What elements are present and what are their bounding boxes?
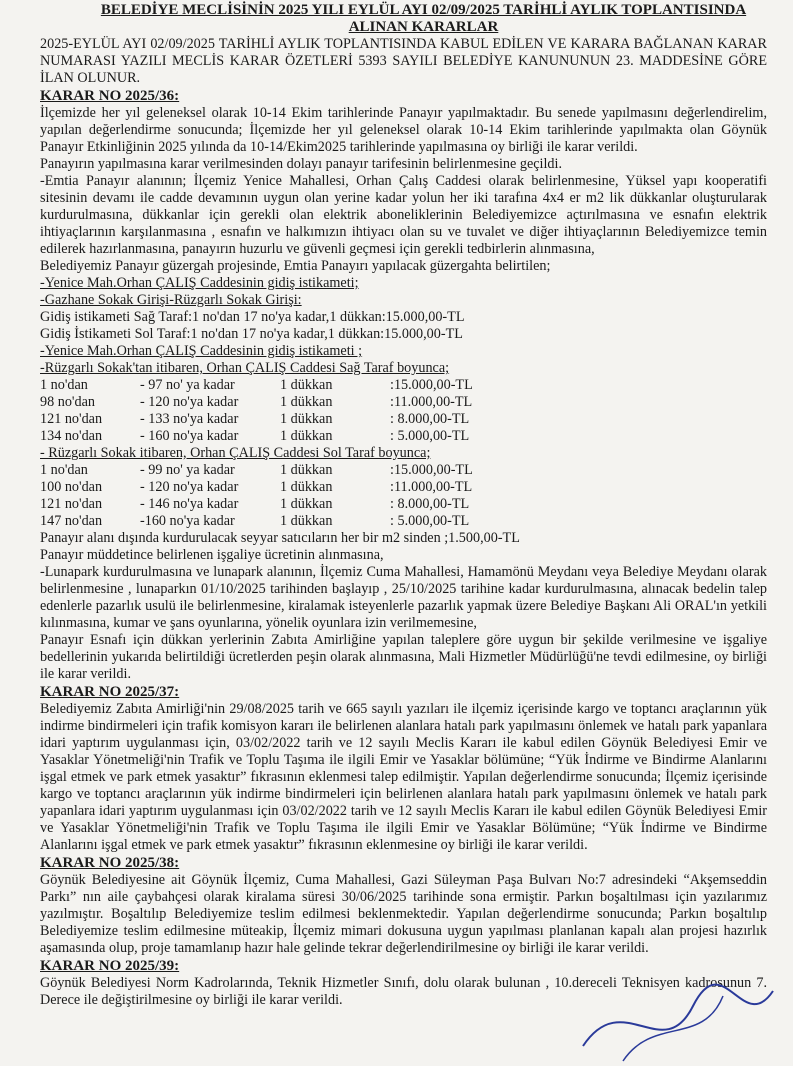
route-subheading: - Rüzgarlı Sokak itibaren, Orhan ÇALIŞ Caddesi Sol Taraf boyunca; — [40, 445, 431, 461]
decision-36-paragraph: Belediyemiz Panayır güzergah projesinde, Emtia Panayırı yapılacak güzergahta belirtilen; — [40, 258, 551, 274]
tariff-table-left — [40, 462, 767, 530]
tariff-price: :11.000,00-TL — [390, 479, 473, 495]
intro-paragraph: 2025-EYLÜL AYI 02/09/2025 TARİHLİ AYLIK TOPLANTISINDA KABUL EDİLEN VE KARARA BAĞLANAN KARAR NUMARASI YAZILI MECLİS KARAR ÖZETLERİ 5393 SAYILI BELEDİYE KANUNUNUN 23. MADDESİNE GÖRE İLAN OLUNUR. — [40, 36, 767, 86]
tariff-to: - 97 no' ya kadar — [140, 377, 235, 393]
decision-36-paragraph: Panayırın yapılmasına karar verilmesinden dolayı panayır tarifesinin belirlenmesine geçildi. — [40, 156, 563, 172]
tariff-price: : 5.000,00-TL — [390, 428, 470, 444]
route-subheading: -Yenice Mah.Orhan ÇALIŞ Caddesinin gidiş istikameti; — [40, 275, 359, 291]
tariff-unit: 1 dükkan — [280, 513, 333, 529]
tariff-price: : 8.000,00-TL — [390, 496, 470, 512]
tariff-row — [40, 496, 767, 513]
decision-38-paragraph: Göynük Belediyesine ait Göynük İlçemiz, Cuma Mahallesi, Gazi Süleyman Paşa Bulvarı No:7 adresindeki “Akşemseddin Parkı” nın aile çaybahçesi olarak kiralama süresi 30/06/2025 tarihinde sona ermiştir. Parkın boşaltılması için yazılarımız yazılmıştır. Boşaltılıp Belediyemize teslim edilmesi beklenmektedir. Yapılan değerlendirme sonucunda; Parkın boşaltılıp Belediyemize teslim edilmesine müteakip, İlçemiz mimari dokusuna uygun yapılması planlanan kapalı alan projesi hazırlık aşamasında olup, proje tamamlanıp hazır hale gelinde tekrar değerlendirilmesine oy birliği ile karar verildi. — [40, 872, 767, 956]
tariff-to: -160 no'ya kadar — [140, 513, 235, 529]
tariff-from: 1 no'dan — [40, 377, 88, 393]
tariff-line: Gidiş İstikameti Sol Taraf:1 no'dan 17 no'ya kadar,1 dükkan:15.000,00-TL — [40, 326, 463, 342]
tariff-row — [40, 462, 767, 479]
tariff-from: 121 no'dan — [40, 496, 103, 512]
tariff-to: - 146 no'ya kadar — [140, 496, 239, 512]
document-title: BELEDİYE MECLİSİNİN 2025 YILI EYLÜL AYI 02/09/2025 TARİHLİ AYLIK TOPLANTISINDA ALINAN KARARLAR — [100, 2, 747, 35]
tariff-unit: 1 dükkan — [280, 496, 333, 512]
decision-36-paragraph: -Emtia Panayır alanının; İlçemiz Yenice Mahallesi, Orhan Çalış Caddesi olarak belirlenmesine, Yüksel yapı kooperatifi sitesinin devamı ile cadde devamının uygun olan yerine kadar yolun her iki tarafına 4x4 er m2 lik dükkanlar oluşturularak kurdurulmasına, dükkanlar için gerekli olan elektrik aboneliklerinin Belediyemizce açtırılmasına ve esnafın elektrik ihtiyaçlarının karşılanmasına , esnafın ve halkımızın ihtiyacı olan su ve tuvalet ve diğer ihtiyaçlarının Belediyemizce temin edilerek hazırlanmasına, panayırın huzurlu ve güvenli geçmesi için gerekli tedbirlerin alınmasına, — [40, 173, 767, 257]
tariff-to: - 99 no' ya kadar — [140, 462, 235, 478]
decision-heading-39: KARAR NO 2025/39: — [40, 958, 180, 974]
tariff-price: :15.000,00-TL — [390, 377, 473, 393]
tariff-row — [40, 394, 767, 411]
tariff-price: :15.000,00-TL — [390, 462, 473, 478]
tariff-to: - 160 no'ya kadar — [140, 428, 239, 444]
decision-36-paragraph: Panayır Esnafı için dükkan yerlerinin Zabıta Amirliğine yapılan taleplere göre uygun bir şekilde verilmesine ve işgaliye bedellerinin yukarıda belirtildiği ücretlerden peşin olarak alınmasına, Mali Hizmetler Müdürlüğü'ne tevdi edilmesine, oy birliği ile karar verildi. — [40, 632, 767, 682]
tariff-row — [40, 513, 767, 530]
tariff-price: : 8.000,00-TL — [390, 411, 470, 427]
tariff-from: 121 no'dan — [40, 411, 103, 427]
tariff-table-right — [40, 377, 767, 445]
tariff-unit: 1 dükkan — [280, 377, 333, 393]
route-subheading: -Gazhane Sokak Girişi-Rüzgarlı Sokak Girişi: — [40, 292, 302, 308]
tariff-price: :11.000,00-TL — [390, 394, 473, 410]
tariff-from: 134 no'dan — [40, 428, 103, 444]
decision-39-paragraph: Göynük Belediyesi Norm Kadrolarında, Teknik Hizmetler Sınıfı, dolu olarak bulunan , 10.dereceli Teknisyen kadrosunun 7. Derece ile değiştirilmesine oy birliği ile karar verildi. — [40, 975, 767, 1008]
decision-heading-38: KARAR NO 2025/38: — [40, 855, 180, 871]
decision-37-paragraph: Belediyemiz Zabıta Amirliği'nin 29/08/2025 tarih ve 665 sayılı yazıları ile ilçemiz içerisinde kargo ve toptancı araçlarının yük indirme bindirmeleri için trafik komisyon kararı ile belirlenen alanlara hatalı park yapılmasını önlemek ve hatalı park yapanlara idari yaptırım uygulanması için, 03/02/2022 tarih ve 12 sayılı Meclis Kararı ile kabul edilen Göynük Belediyesi Emir ve Yasaklar Yönetmeliği'nin Trafik ve Toplu Taşıma ile ilgili Emir ve Yasaklar bölümüne; “Yük İndirme ve Bindirme Alanlarını işgal etmek ve park etmek yasaktır” fıkrasının eklenmesi talep edilmiştir. Yapılan değerlendirme sonucunda; İlçemiz içerisinde kargo ve toptancı araçlarının yük indirme bindirmeleri için belirlenen alanlara hatalı park yapılmasını önlemek ve hatalı park yapanlara idari yaptırım uygulanması için 03/02/2022 tarih ve 12 sayılı Meclis Kararı ile kabul edilen Göynük Belediyesi Emir ve Yasaklar Yönetmeliği'nin Trafik ve Toplu Taşıma ile ilgili Emir ve Yasaklar Bölümüne; “Yük İndirme ve Bindirme Alanlarını işgal etmek ve park etmek yasaktır” fıkrasının eklenmesine oy birliği ile karar verildi. — [40, 701, 767, 853]
route-subheading: -Yenice Mah.Orhan ÇALIŞ Caddesinin gidiş istikameti ; — [40, 343, 363, 359]
tariff-row — [40, 479, 767, 496]
tariff-unit: 1 dükkan — [280, 394, 333, 410]
decision-heading-37: KARAR NO 2025/37: — [40, 684, 180, 700]
tariff-unit: 1 dükkan — [280, 428, 333, 444]
decision-heading-36: KARAR NO 2025/36: — [40, 88, 180, 104]
route-subheading: -Rüzgarlı Sokak'tan itibaren, Orhan ÇALIŞ Caddesi Sağ Taraf boyunca; — [40, 360, 450, 376]
tariff-to: - 120 no'ya kadar — [140, 394, 239, 410]
decision-36-paragraph: -Lunapark kurdurulmasına ve lunapark alanının, İlçemiz Cuma Mahallesi, Hamamönü Meydanı veya Belediye Meydanı olarak belirlenmesine , lunaparkın 01/10/2025 tarihinden başlayıp , 25/10/2025 tarihine kadar kurdurulmasına, alınacak bedelin talep edenlerle pazarlık usulü ile belirlenmesine, kiralamak isteyenlerle pazarlık yapmak üzere Belediye Başkanı Ali ORAL'ın yetkili kılınmasına, kumar ve şans oyunlarına, yönelik oyunlara izin verilmemesine, — [40, 564, 767, 631]
tariff-unit: 1 dükkan — [280, 411, 333, 427]
tariff-price: : 5.000,00-TL — [390, 513, 470, 529]
tariff-to: - 133 no'ya kadar — [140, 411, 239, 427]
tariff-to: - 120 no'ya kadar — [140, 479, 239, 495]
decision-36-paragraph: Panayır alanı dışında kurdurulacak seyyar satıcıların her bir m2 sinden ;1.500,00-TL — [40, 530, 520, 546]
tariff-row — [40, 411, 767, 428]
tariff-unit: 1 dükkan — [280, 479, 333, 495]
decision-36-paragraph: Panayır müddetince belirlenen işgaliye ücretinin alınmasına, — [40, 547, 384, 563]
tariff-from: 100 no'dan — [40, 479, 103, 495]
tariff-row — [40, 428, 767, 445]
tariff-from: 98 no'dan — [40, 394, 95, 410]
tariff-row — [40, 377, 767, 394]
tariff-from: 147 no'dan — [40, 513, 103, 529]
tariff-unit: 1 dükkan — [280, 462, 333, 478]
tariff-from: 1 no'dan — [40, 462, 88, 478]
tariff-line: Gidiş istikameti Sağ Taraf:1 no'dan 17 no'ya kadar,1 dükkan:15.000,00-TL — [40, 309, 465, 325]
decision-36-paragraph: İlçemizde her yıl geleneksel olarak 10-14 Ekim tarihlerinde Panayır yapılmaktadır. Bu senede yapılmasını değerlendirelim, yapılan değerlendirme sonucunda; İlçemizde her yıl geleneksel olarak 10-14 Ekim tarihlerinde yapılmakta olan Göynük Panayır Etkinliğinin 2025 yılında da 10-14/Ekim2025 tarihlerinde yapılmasına oy birliği ile karar verildi. — [40, 105, 767, 155]
document-page — [0, 2, 793, 1026]
